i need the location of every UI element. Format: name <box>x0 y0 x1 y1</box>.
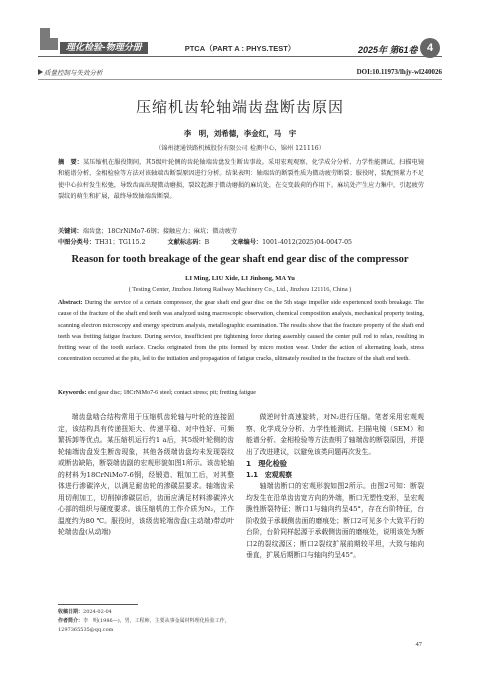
body-paragraph: 轴端齿断口的宏观形貌如图2所示。由图2可知：断裂均发生在沿单齿齿宽方向的外端，断口无塑性变形，呈宏观脆性断裂特征；断口1与轴向约呈45°，存在台阶特征，台阶收敛于承载侧齿面的磨痕处；断口2可见多个大致平行的台阶，台阶同样起源于承载侧齿面的磨痕处，说明该处为断口2的裂纹源区；断口2裂纹扩展前期较平坦，大致与轴向垂直，扩展后期断口与轴向约呈45°。 <box>246 482 424 559</box>
affiliation-cn: （锦州捷通铁路机械股份有限公司 检测中心，锦州 121116） <box>155 145 325 152</box>
abstract-cn-label: 摘 要： <box>58 159 83 166</box>
body-paragraph: 做逆时针高速旋转，对N₂进行压缩。笔者采用宏观观察、化学成分分析、力学性能测试、扫描电镜（SEM）和能谱分析、金相检验等方法查明了轴端齿的断裂原因，并提出了改进建议，以避免该类问题再次发生。 <box>246 413 424 456</box>
keywords-en-text: end gear disc; 18CrNiMo7-6 steel; contact stress; pit; fretting fatigue <box>87 390 257 396</box>
authors-en: LI Ming, LIU Xide, LI Jinhong, MA Yu <box>185 275 295 282</box>
affiliation-en: ( Testing Center, Jinzhou Jietong Railway Machinery Co., Ltd., Jinzhou 121116, China ) <box>128 286 352 293</box>
doccode-label: 文献标志码： <box>167 239 205 246</box>
keywords-cn-text: 端齿盘；18CrNiMo7-6钢；接触应力；麻坑；微动疲劳 <box>82 228 238 235</box>
subsection-heading: 1.1 宏观观察 <box>246 470 293 479</box>
abstract-en-text: During the service of a certain compressor, the gear shaft end gear disc on the 5th stage impeller side experienced tooth breakage. The cause of the fracture of the shaft end teeth was analyzed using macroscopic observation, chemical composition analysis, mechanical property testing, scanning electron microscopy and energy spectrum analysis, metallographic examination. The results show that the fracture property of the shaft end teeth was fretting fatigue fracture. During service, insufficient pre tightening force during assembly caused the center pull rod to relax, resulting in fretting wear of the tooth surface. Cracks originated from the pits formed by micro motion wear. Under the action of alternating loads, stress concentration occurred at the pits, led to the initiation and propagation of fatigue cracks, ultimately resulted in the fracture of the shaft end teeth. <box>58 300 424 363</box>
doi: DOI:10.11973/lhjy-wl240026 <box>356 68 442 76</box>
section-heading: 1 理化检验 <box>246 459 287 468</box>
class-label: 中图分类号： <box>58 239 96 246</box>
doccode-value: B <box>204 239 210 246</box>
keywords-cn <box>58 226 424 237</box>
author-bio: 李 明(1986—)，男，工程师，主要从事金属材料理化检验工作，1297365535@qq.com <box>58 618 230 633</box>
abstract-en <box>58 298 424 366</box>
abstract-cn <box>58 157 424 202</box>
author-bio-label: 作者简介： <box>58 618 84 624</box>
articleno-value: 1001-4012(2025)04-0047-05 <box>262 239 352 246</box>
abstract-cn-text: 某压缩机在服役期间，其5级叶轮侧的齿轮轴端齿盘发生断齿事故。采用宏观观察、化学成分分析、力学性能测试、扫描电镜和能谱分析、金相检验等方法对该轴端齿断裂原因进行分析。结果表明：轴端齿的断裂性质为微动疲劳断裂；服役时，装配预紧力不足使中心拉杆发生松弛，导致齿面出现微动磨损，裂纹起源于微动磨损的麻坑处，在交变载荷的作用下，麻坑处产生应力集中，引起疲劳裂纹的萌生和扩展，最终导致轴端齿断裂。 <box>58 159 425 200</box>
issue-number: 4 <box>420 38 440 58</box>
abstract-en-label: Abstract: <box>58 300 83 306</box>
articleno-label: 文章编号： <box>231 239 263 246</box>
title-cn: 压缩机齿轮轴端齿盘断齿原因 <box>135 98 344 116</box>
keywords-en <box>58 388 424 399</box>
footnote <box>58 608 234 635</box>
footnote-rule <box>58 604 138 605</box>
received-date: 2024-02-04 <box>83 609 112 615</box>
body-right-column <box>246 412 424 562</box>
keywords-cn-label: 关键词： <box>58 228 83 235</box>
keywords-en-label: Keywords: <box>58 390 87 396</box>
journal-name-en: PTCA（PART A : PHYS.TEST） <box>184 44 296 53</box>
classification-line <box>58 237 424 248</box>
authors-cn: 李 明，刘希德，李金红，马 宇 <box>183 129 297 138</box>
subheader-rule <box>38 79 442 80</box>
journal-logo-notch <box>50 28 58 38</box>
class-value: TH31；TG115.2 <box>95 239 146 246</box>
received-label: 收稿日期： <box>58 609 84 615</box>
title-en: Reason for tooth breakage of the gear shaft end gear disc of the compressor <box>71 254 409 265</box>
page-number: 47 <box>415 641 422 648</box>
journal-name-cn: 理化检验-物理分册 <box>60 42 148 54</box>
year-volume: 2025年 第61卷 <box>358 45 418 55</box>
body-left-column: 端齿盘啮合结构常用于压缩机齿轮轴与叶轮的连接固定，该结构具有传递扭矩大、传递平稳、对中性好、可频繁拆卸等优点。某压缩机运行约1 a后，其5级叶轮侧的齿轮轴端齿盘发生断齿现象，其他各级端齿盘均未发现裂纹或断齿缺陷，断裂端齿副的宏观形貌如图1所示。该齿轮轴的材料为18CrNiMo7-6钢，经锻造、粗加工后，对其整体进行渗碳淬火，以满足耐齿轮的渗碳层要求。轴端齿采用切削加工，切削掉渗碳层后，齿面应满足材料渗碳淬火心部的组织与硬度要求。该压缩机的工作介质为N₂，工作温度约为80 ℃。服役时，该级齿轮端齿盘(主动端)带动叶轮端齿盘(从动端) <box>58 413 234 536</box>
column-label: 质量控制与失效分析 <box>44 69 103 77</box>
column-marker-icon <box>38 69 43 75</box>
header-rule <box>38 56 442 57</box>
